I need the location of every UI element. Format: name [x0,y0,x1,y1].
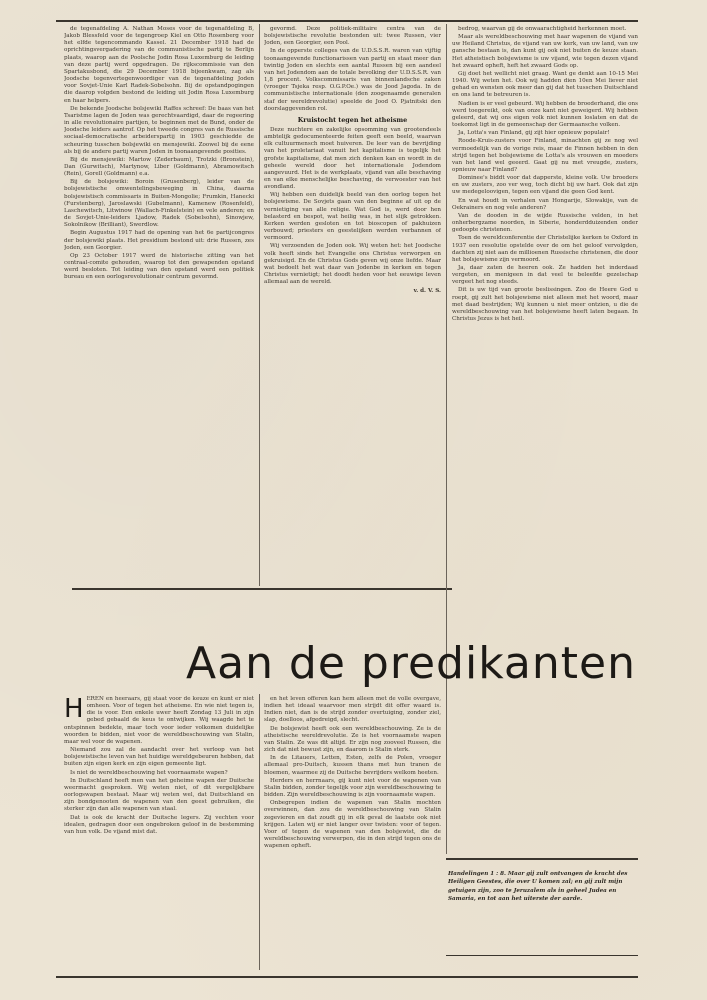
column-divider-1 [259,24,260,586]
col3-paragraph-12: Dit is uw tijd van groote beslissingen. Zoo de Heere God u roept, gij zult het bolsjewisme niet alleen met het woord, maar met daad bestrijden; Wij kunnen u niet meer ontzien, u die de wereldbeschouwing van het bolsjewisme heeft laten begaan. In Christus Jezus is het heil. [452,287,638,323]
col1-paragraph-2: De bekende Joodsche bolsjewiki Raffes schreef: De baas van het Tsaristme lagen de Joden was gerechtvaardigd, daar de regeering in alle revolutionaire partijen, te beginnen met de Bund, onder de Joodsche leiders aantrof. Op het tweede congres van de Russische sociaal-democratische arbeiderspartij in 1903 geschiedde de scheuring tusschen bolsjewiki en mensjewiki. Zoowel bij de eene als bij de andere partij waren Joden in toonaangevende posities. [64,105,254,155]
column-divider-2 [446,24,447,854]
predikanten-paragraph-6: en het leven offeren kan hem alleen met de volle overgave, indien het ideaal waarvoor men strijdt dit offer waard is. Indien niet, dan is de strijd zonder overtuiging, zonder ziel, slap, doelloos, afgedreigd, slecht. [264,696,441,724]
predikanten-paragraph-10: Onbegrepen indien de wapenen van Stalin mochten overwinnen, dan zou de wereldbeschouwing van Stalin zegevieren en dat zoudt gij in elk geval de laatste ook niet krijgen. Laten wij er niet langer over twisten: voor of tegen. Voor of tegen de wapenen van den bolsjewist, die de wereldbeschouwing verwerpen, die in den strijd tegen ons de wapenen opheft. [264,800,441,850]
lead-text: EREN en heeraars, gij staat voor de keuze en kunt er niet omheen. Voor of tegen het atheisme. En wie niet tegen is, die is voor. Een enkele uwer heeft Zondag 13 Juli in zijn gebed gebaald de keus te ontwijken. Wij waagde het te ontspinnen bedekte, maar toch voor ieder volkomen duidelijke woorden te bidden, niet voor de wereldbeschouwing van Stalin, maar wel voor de wapenen. [64,696,254,745]
col3-paragraph-10: Toen de wereldconferentie der Christelijke kerken te Oxford in 1937 een resolutie opstelde over de om het geloof vervolgden, dachten zij niet aan de millioenen Russische christenen, die door het bolsjewisme zijn vermoord. [452,235,638,263]
predikanten-paragraph-3: Is niet de wereldbeschouwing het voornaamste wapen? [70,769,228,776]
predikanten-paragraph-8: In de Litauers, Letten, Esten, zelfs de Polen, vroeger allemaal pro-Duitsch, kussen thans met hun tranen de bloemen, waarmee zij de Duitsche bevrijders welkom heeten. [264,755,441,776]
top-border-rule [56,20,638,22]
predikanten-paragraph-9: Herders en herrnaars, gij kunt niet voor de wapenen van Stalin bidden, zonder tegelijk voor zijn wereldbeschouwing te bidden. Zijn wereldbeschouwing is zijn voornaamste wapen. [264,777,441,799]
predikanten-lead-paragraph [64,696,254,746]
col1-paragraph-5: Begin Augustus 1917 had de opening van het 6e partijcongres der bolsjewiki plaats. Het presidium bestond uit: drie Russen, zes Joden, een Georgier. [64,230,254,251]
col3-paragraph-7: Dominee's biddt voor dat dapperste, kleine volk. Uw broeders en uw zusters, zoo ver weg, toch dicht bij uw hart. Ook dat zijn uw medegeloovigen, tegen een vijand die geen God kent. [452,175,638,196]
col3-paragraph-9: Van de dooden in de wijde Russische velden, in het onherbergzame noorden, in Siberie, honderdduizenden onder gedoopte christenen. [452,212,638,234]
article-column-2 [264,26,441,586]
predikanten-column-1 [64,696,254,972]
predikanten-paragraph-5: Dat is ook de kracht der Duitsche legers. Zij vechten voor idealen, gedragen door een ongebroken geloof in de bestemming van hun volk. De vijand mist dat. [64,814,254,835]
predikanten-paragraph-2: Niemand zou zal de aandacht over het verloop van het bolsjewistische leven van het huidige wereldgebeuren hebben, dat buiten zijn eigen kerk en zijn eigen gemeente ligt. [64,747,254,768]
col1-paragraph-1: de tegenafdeling A. Nathan Moses voor de tegenafdeling B, Jakob Blessfeld voor de tegengroep Kiel en Otto Rosenberg voor het elfde tegencommando Kassel. 21 December 1918 had de oprichtingsvergadering van de communistische partij te Berlijn plaats, waarop aan de Poolsche Jodin Rosa Luxemburg de leiding van deze partij werd opgedragen. De rijkscommissie van den Spartakusbond, die 29 December 1918 bijeenkwam, zag als Joodsche tegenvertegenwoordiger van de tegenafdeling Joden voor Sovjet-Unie Karl Radek-Sobelsohn. Bij de opstandpogingen die daarop volgden bestond de leiding uit Jodin Rosa Luxemburg en haar helpers. [64,26,254,104]
article-column-1 [64,26,254,586]
headline-separator-rule [72,588,452,590]
article-headline: Aan de predikanten [186,638,636,689]
col3-paragraph-1: bedrog, waarvan gij de onwaarachtigheid herkennen moet. [458,26,627,32]
predikanten-paragraph-4: In Duitschland heeft men van het geheime wapen der Duitsche weermacht gesproken. Wij weten niet, of dit vergelijkbare oorlogswapen bestaat. Maar wij weten wel, dat Duitschland en zijn bondgenooten de wapenen van den geest gebruiken, die sterker zijn dan alle wapenen van staal. [64,777,254,813]
bottom-border-rule [56,976,638,978]
col1-paragraph-4: Bij de bolsjewiki: Boroin (Grusenberg), leider van de bolsjewistische omwentelingsbeweging in China, daarna bolsjewistisch commissaris in Buiten-Mongolie; Frumkin, Hanecki (Furstenberg), Jaroslawski (Gubelmann), Kamenew (Rosenfeld), Laschewitsch, Litwinow (Wallach-Finkelstein) en vele anderen; en de Sovjet-Unie-leiders Ljadow, Radek (Sobelsohn), Sinowjew, Sokolnikow (Brilliant), Swerdlow. [64,179,254,229]
col1-paragraph-3: Bij de mensjewiki: Martow (Zederbaum), Trotzki (Bronstein), Dan (Gurwitsch), Martynow, Liber (Goldmann), Abramowitsch (Rein), Gorell (Goldmann) e.a. [64,156,254,178]
quote-box-bottom-rule [446,955,638,956]
scripture-quote-box [448,870,636,950]
quote-box-top-rule [446,858,638,860]
col3-paragraph-11: Ja, daar zaten de heeren ook. Ze hadden het inderdaad vergeten, en menigeen in dat veel te beleefde gezelschap vergeet het nog steeds. [452,265,638,286]
col2-paragraph-3: Deze nuchtere en zakelijke opsomming van grootendeels ambtelijk gedocumenteerde feiten geeft een beeld, waarvan elk cultuurmensch moet huiveren. De leer van de bevrijding van het proletariaat vanuit het kapitalisme is tegelijk het grofste kapitalisme, dat men zich denken kan en wordt in de geheele wereld door het internationale Jodendom aangevuurd. Het is de werkplaats, vijand van alle beschaving en van elke menschelijke beschaving, de verwoester van het avondland. [264,126,441,191]
article-column-3 [452,26,638,852]
col3-paragraph-5: Ja, Lotta's van Finland, gij zijt hier opnieuw populair! [458,130,610,137]
col3-paragraph-8: En wat houdt in verhalen van Hongarije, Slowakije, van de Oekrainers en nog vele anderen? [452,197,638,211]
col3-paragraph-6: Roode-Kruis-zusters voor Finland, minachten gij ze nog wel vermoedelijk van de vorige reis, maar de Finnen hebben in den strijd tegen het bolsjewisme de Lotta's als vrouwen en moeders van het land wel geeerd. Gaat gij nu met vreugde, zusters, opnieuw naar Finland? [452,138,638,173]
column-divider-3 [259,694,260,970]
article-signature: v. d. V. S. [413,288,441,295]
drop-cap-letter: H [64,696,84,724]
col3-paragraph-3: Gij doet het wellicht niet graag. Want ge denkt aan 10-15 Mei 1940. Wij weten het. Ook wij hadden dien 10en Mei liever niet gehad en wensten ook meer dan gij dat het tusschen Duitschland en ons land te betreuren is. [452,70,638,99]
predikanten-column-2 [264,696,441,972]
predikanten-paragraph-7: De bolsjewist heeft ook een wereldbeschouwing. Ze is de atheistische wereldrevolutie. Ze is het voornaamste wapen van Stalin. Ze was dit altijd. Er zijn nog zooveel Russen, die zich dat niet bewust zijn, en daarom is Stalin sterk. [264,725,441,754]
col2-paragraph-5: Wij verzoenden de Joden ook. Wij weten het: het Joodsche volk heeft sinds het Evangelie ons Christus verworpen en gekruisigd. En de Christus Gods geven wij onze liefde. Maar wat bedoelt het wat daar van Jodenbe in kerken en tegen Christus vernietigt; het doodt heden voor het eeuwige leven allemaal aan de wereld. [264,243,441,286]
col1-paragraph-6: Op 23 October 1917 werd de historische zitting van het centraal-comite gehouden, waarop tot den gewapenden opstand werd besloten. Tot leiding van den opstand werd een politiek bureau en een oorlogsrevolutionair centrum gevormd. [64,252,254,281]
col2-paragraph-2: In de opperste colleges van de U.D.S.S.R. waren van vijftig toonaangevende functionarissen van partij en staat meer dan twintig Joden en slechts een aantal Russen bij een aandeel van het Jodendom aan de totale bevolking der U.D.S.S.R. van 1,8 procent. Volkscommissaris van binnenlandsche zaken (vroeger Tsjeka resp. O.G.P.Oe.) was de Jood Jagoda. In de communistische internationale (den zoogenaamde generalen staf der wereldrevolutie) speelde de Jood O. Pjatnitski den doorslaggevenden rol. [264,48,441,112]
col3-paragraph-4: Nadien is er veel gebeurd. Wij hebben de broederhand, die ons werd toegereikt, ook van onze kant niet geweigerd. Wij hebben geleerd, dat wij ons eigen volk niet kunnen loslaten en dat de toekomst ligt in de gemeenschap der Germaansche volken. [452,100,638,129]
col2-subheading: Kruistocht tegen het atheisme [297,115,408,124]
col2-paragraph-1: gevormd. Deze politiek-militaire centra van de bolsjewistische revolutie bestonden uit: twee Russen, vier Joden, een Georgier, een Pool. [264,26,441,47]
col3-paragraph-2: Maar als wereldbeschouwing met haar wapenen de vijand van uw Heiland Christus, de vijand van uw kerk, van uw land, van uw gansche bestaan is, dan kunt gij ook niet buiten de keuze staan. Het atheistisch bolsjewisme is uw vijand, wie tegen dezen vijand het zwaard opheft, heft het zwaard Gods op. [452,34,638,69]
scripture-quote-text: Handelingen 1 : 8. Maar gij zult ontvangen de kracht des Heiligen Geestes, die over U komen zal; en gij zult mijn getuigen zijn, zoo te Jeruzalem als in geheel Judea en Samaria, en tot aan het uiterste der aarde. [448,871,628,902]
col2-paragraph-4: Wij hebben een duidelijk beeld van den oorlog tegen het bolsjewisme. De Sovjets gaan van den beginne af uit op de vernietiging van alle religie. Wat God is, werd door hen belasterd en bespot, wat heilig was, in het slijk getrokken. Kerken werden gesloten en tot bioscopen of pakhuizen verbouwd; priesters en geestelijken werden verbannen of vermoord. [264,192,441,242]
